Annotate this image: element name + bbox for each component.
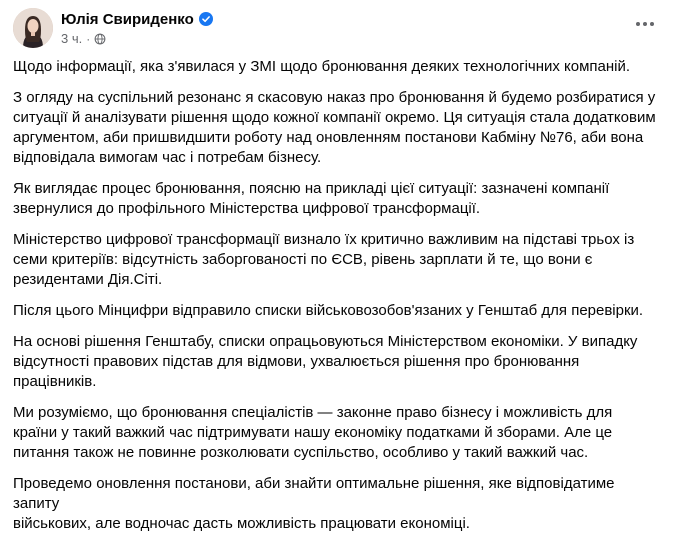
author-line bbox=[61, 9, 213, 29]
post-paragraph: Ми розуміємо, що бронювання спеціалістів — законне право бізнесу і можливість для країни у такий важкий час підтримувати нашу економіку податками й зборами. Але це питання також не повинне розколювати суспільство, особливо у такий важкий час. bbox=[13, 404, 613, 461]
post-timestamp[interactable]: 3 ч. bbox=[61, 31, 83, 46]
post-meta bbox=[61, 31, 213, 46]
post-paragraph: З огляду на суспільний резонанс я скасовую наказ про бронювання й будемо розбиратися у ситуації й аналізувати рішення щодо кожної компанії окремо. Ця ситуація стала додатковим аргументом, аби пришвидшити роботу над оновленням постанови Кабміну №76, аби вона відповідала вимогам час і потребам бізнесу. bbox=[13, 89, 656, 166]
author-name[interactable]: Юлія Свириденко bbox=[61, 10, 194, 28]
meta-separator: · bbox=[86, 31, 91, 46]
more-options-dot bbox=[636, 22, 640, 26]
author-block bbox=[61, 9, 213, 46]
verified-badge-icon bbox=[199, 12, 213, 26]
post-header bbox=[13, 8, 663, 52]
globe-icon[interactable] bbox=[94, 33, 106, 45]
more-options-dot bbox=[650, 22, 654, 26]
post-paragraph: Після цього Мінцифри відправило списки військовозобов'язаних у Генштаб для перевірки. bbox=[13, 302, 644, 319]
post-paragraph: Щодо інформації, яка з'явилася у ЗМІ щодо бронювання деяких технологічних компаній. bbox=[13, 58, 631, 75]
more-options-button[interactable] bbox=[627, 10, 663, 38]
post-paragraph: Проведемо оновлення постанови, аби знайти оптимальне рішення, яке відповідатиме запиту військових, але водночас дасть можливість працювати економіці. bbox=[13, 475, 615, 532]
post-body bbox=[13, 57, 661, 545]
post-paragraph: На основі рішення Генштабу, списки опрацьовуються Міністерством економіки. У випадку відсутності правових підстав для відмови, ухвалюється рішення про бронювання працівників. bbox=[13, 333, 638, 390]
more-options-dot bbox=[643, 22, 647, 26]
post-paragraph: Міністерство цифрової трансформації визнало їх критично важливим на підставі трьох із семи критеріїв: відсутність заборгованості по ЄСВ, рівень зарплати й те, що вони є резидентами Дія.Сіті. bbox=[13, 231, 635, 288]
author-avatar[interactable] bbox=[13, 8, 53, 48]
avatar-portrait-icon bbox=[13, 8, 53, 48]
post-paragraph: Як виглядає процес бронювання, поясню на прикладі цієї ситуації: зазначені компанії звернулися до профільного Міністерства цифрової трансформації. bbox=[13, 180, 610, 217]
